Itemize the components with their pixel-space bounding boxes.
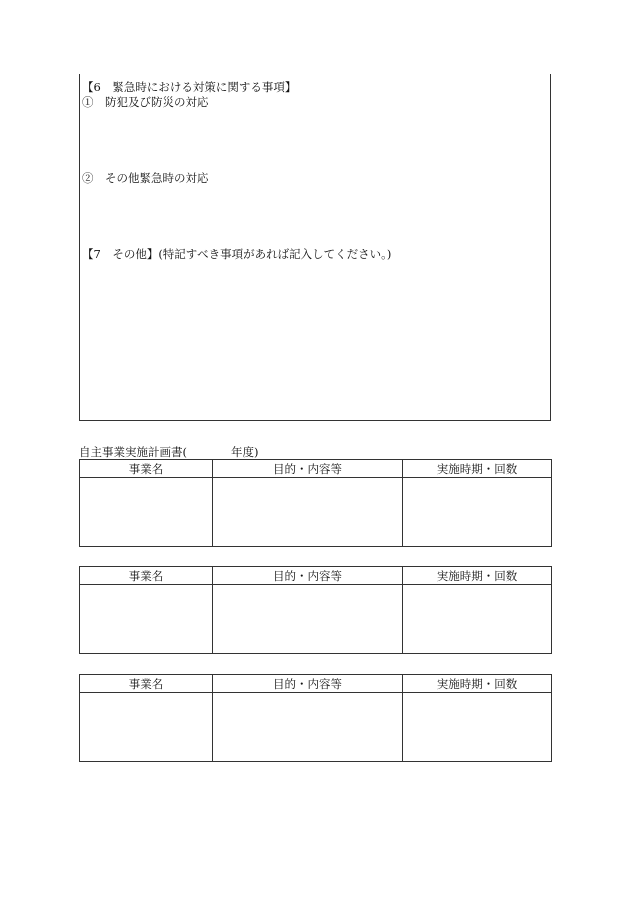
section6-heading: 【6 緊急時における対策に関する事項】: [82, 80, 297, 94]
section6-item1: ① 防犯及び防災の対応: [82, 95, 209, 109]
section7-heading: 【7 その他】(特記すべき事項があれば記入してください。): [82, 247, 392, 261]
cell-name[interactable]: [80, 693, 213, 762]
cell-schedule[interactable]: [403, 585, 552, 654]
section6-item2: ② その他緊急時の対応: [82, 171, 209, 185]
cell-schedule[interactable]: [403, 478, 552, 547]
col-header-schedule: 実施時期・回数: [403, 675, 552, 693]
plan-table-3: [79, 674, 552, 762]
cell-name[interactable]: [80, 478, 213, 547]
col-header-name: 事業名: [80, 675, 213, 693]
col-header-purpose: 目的・内容等: [213, 675, 403, 693]
col-header-name: 事業名: [80, 460, 213, 478]
col-header-purpose: 目的・内容等: [213, 460, 403, 478]
col-header-purpose: 目的・内容等: [213, 567, 403, 585]
plan-table-1: [79, 459, 552, 547]
cell-purpose[interactable]: [213, 478, 403, 547]
cell-name[interactable]: [80, 585, 213, 654]
col-header-schedule: 実施時期・回数: [403, 567, 552, 585]
cell-purpose[interactable]: [213, 585, 403, 654]
plan-title-text: 自主事業実施計画書(: [79, 445, 187, 459]
col-header-name: 事業名: [80, 567, 213, 585]
plan-title: [79, 444, 259, 460]
col-header-schedule: 実施時期・回数: [403, 460, 552, 478]
cell-purpose[interactable]: [213, 693, 403, 762]
plan-year-label: 年度): [231, 445, 259, 459]
plan-table-2: [79, 566, 552, 654]
cell-schedule[interactable]: [403, 693, 552, 762]
